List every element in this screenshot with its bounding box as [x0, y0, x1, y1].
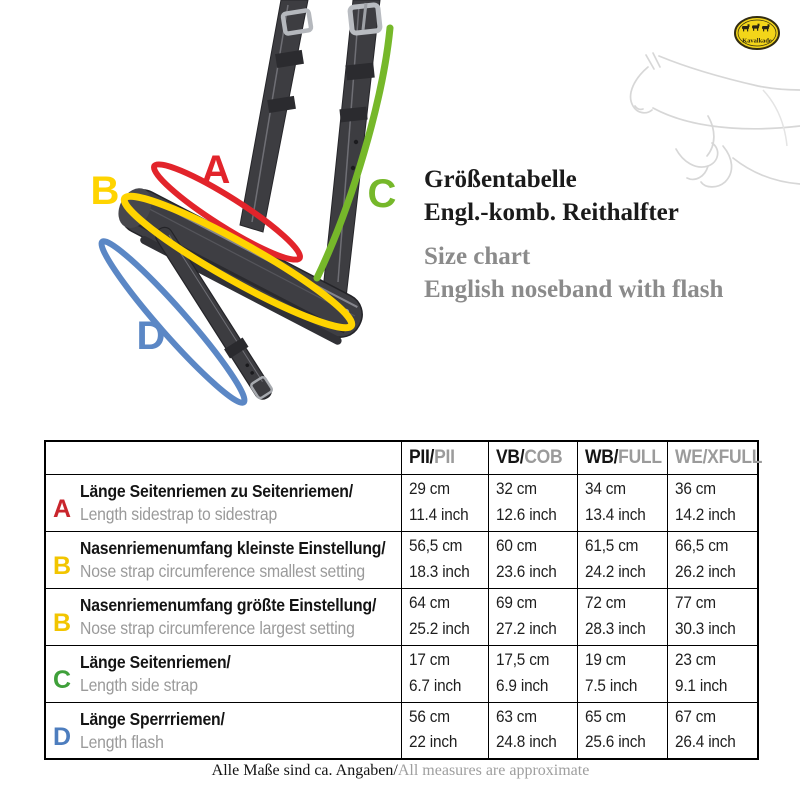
- value-inch: 6.9 inch: [495, 676, 548, 695]
- value-cell: [577, 474, 667, 531]
- header-size-cob: [488, 441, 577, 474]
- value-cm: 64 cm: [408, 593, 450, 612]
- value-inch: 26.2 inch: [674, 562, 736, 581]
- size-primary: VB/: [495, 446, 524, 468]
- photo-label-d: D: [136, 314, 166, 358]
- row-label-de: Länge Seitenriemen/: [80, 652, 231, 673]
- value-cell: [488, 531, 577, 588]
- value-inch: 23.6 inch: [495, 562, 557, 581]
- row-label-text: [80, 480, 353, 525]
- value-inch: 25.2 inch: [408, 619, 470, 638]
- value-cm: 29 cm: [408, 479, 450, 498]
- value-cm: 69 cm: [495, 593, 537, 612]
- value-cell: [667, 474, 758, 531]
- row-letter-badge: A: [53, 495, 72, 523]
- strap-keeper: [345, 63, 374, 81]
- value-cm: 36 cm: [674, 479, 716, 498]
- value-cell: [488, 645, 577, 702]
- disclaimer-de: Alle Maße sind ca. Angaben/: [211, 762, 398, 779]
- value-cm: 77 cm: [674, 593, 716, 612]
- row-label-cell: [45, 531, 401, 588]
- table-row-a: [45, 474, 758, 531]
- value-cm: 61,5 cm: [584, 536, 638, 555]
- value-cell: [488, 474, 577, 531]
- value-cell: [667, 702, 758, 759]
- horse-shoulder: [707, 116, 714, 156]
- kavalkade-logo: [733, 14, 781, 54]
- row-letter-badge: B: [53, 609, 72, 637]
- row-label-en: Nose strap circumference largest setting: [80, 617, 355, 638]
- row-label-de: Nasenriemenumfang größte Einstellung/: [80, 595, 377, 616]
- value-inch: 22 inch: [408, 733, 457, 752]
- value-cell: [577, 645, 667, 702]
- row-label-en: Length side strap: [80, 674, 198, 695]
- row-label-cell: [45, 474, 401, 531]
- value-inch: 30.3 inch: [674, 619, 736, 638]
- value-cell: [488, 588, 577, 645]
- size-primary: PII/: [408, 446, 434, 468]
- value-inch: 13.4 inch: [584, 505, 646, 524]
- value-inch: 9.1 inch: [674, 676, 727, 695]
- value-inch: 24.8 inch: [495, 733, 557, 752]
- strap-hole: [351, 166, 355, 170]
- row-label-cell: [45, 702, 401, 759]
- value-cell: [401, 588, 488, 645]
- size-primary: WB/: [584, 446, 618, 468]
- horse-head: [631, 67, 652, 113]
- table-row-c: [45, 645, 758, 702]
- value-inch: 25.6 inch: [584, 733, 646, 752]
- value-inch: 7.5 inch: [584, 676, 637, 695]
- table-row-b-largest: [45, 588, 758, 645]
- value-cm: 17 cm: [408, 650, 450, 669]
- row-letter-badge: B: [53, 552, 72, 580]
- value-inch: 24.2 inch: [584, 562, 646, 581]
- value-cm: 56 cm: [408, 707, 450, 726]
- value-inch: 11.4 inch: [408, 505, 468, 524]
- header-size-pii: [401, 441, 488, 474]
- value-cm: 65 cm: [584, 707, 626, 726]
- header-row: [45, 441, 758, 474]
- noseband-product-photo: [0, 0, 420, 436]
- value-inch: 27.2 inch: [495, 619, 557, 638]
- value-inch: 12.6 inch: [495, 505, 557, 524]
- value-cell: [667, 588, 758, 645]
- title-en-line2: English noseband with flash: [424, 276, 724, 303]
- row-label-text: [80, 594, 376, 639]
- photo-label-c: C: [367, 172, 397, 216]
- header-size-xfull: [667, 441, 762, 474]
- horse-ear: [653, 53, 660, 67]
- value-cell: [401, 645, 488, 702]
- row-label-en: Length sidestrap to sidestrap: [80, 503, 278, 524]
- row-label-text: [80, 537, 385, 582]
- row-label-cell: [45, 645, 401, 702]
- value-cell: [667, 645, 758, 702]
- row-label-de: Länge Sperrriemen/: [80, 708, 225, 729]
- title-german: [424, 163, 723, 229]
- value-cm: 32 cm: [495, 479, 537, 498]
- value-cell: [401, 531, 488, 588]
- value-cell: [667, 531, 758, 588]
- title-de-line1: Größentabelle: [424, 166, 577, 193]
- size-secondary: PII: [433, 446, 455, 468]
- value-cm: 67 cm: [674, 707, 716, 726]
- header-empty-cell: [45, 441, 401, 474]
- horse-neck-top: [659, 56, 800, 90]
- disclaimer-en: All measures are approximate: [397, 762, 590, 779]
- photo-label-a: A: [201, 148, 231, 192]
- value-cm: 17,5 cm: [495, 650, 549, 669]
- size-secondary: WE/XFULL: [674, 446, 762, 468]
- side-strap-left: [240, 0, 311, 232]
- row-label-de: Länge Seitenriemen zu Seitenriemen/: [80, 481, 353, 502]
- value-cm: 66,5 cm: [674, 536, 728, 555]
- value-inch: 14.2 inch: [674, 505, 736, 524]
- row-label-de: Nasenriemenumfang kleinste Einstellung/: [80, 538, 386, 559]
- value-cm: 34 cm: [584, 479, 626, 498]
- value-cell: [577, 531, 667, 588]
- value-inch: 26.4 inch: [674, 733, 736, 752]
- photo-label-b: B: [90, 169, 120, 213]
- value-cell: [577, 702, 667, 759]
- table-row-d: [45, 702, 758, 759]
- value-inch: 6.7 inch: [408, 676, 461, 695]
- row-label-en: Nose strap circumference smallest setting: [80, 560, 365, 581]
- value-cell: [488, 702, 577, 759]
- horse-barrel-line: [763, 90, 787, 146]
- table-row-b-smallest: [45, 531, 758, 588]
- strap-hole: [354, 140, 358, 144]
- value-cm: 56,5 cm: [408, 536, 462, 555]
- value-cm: 23 cm: [674, 650, 716, 669]
- header-size-full: [577, 441, 667, 474]
- row-label-text: [80, 651, 231, 696]
- value-cm: 63 cm: [495, 707, 537, 726]
- title-en-line1: Size chart: [424, 243, 531, 270]
- value-cell: [577, 588, 667, 645]
- horse-belly: [733, 158, 800, 184]
- row-label-text: [80, 708, 225, 753]
- value-inch: 18.3 inch: [408, 562, 470, 581]
- title-block: [424, 163, 723, 306]
- title-english: [424, 240, 723, 306]
- size-chart-table: [44, 440, 762, 760]
- size-secondary: COB: [523, 446, 562, 468]
- value-cell: [401, 702, 488, 759]
- row-letter-badge: D: [53, 722, 72, 751]
- strap-body: [240, 0, 308, 232]
- value-cm: 19 cm: [584, 650, 626, 669]
- measurement-disclaimer: [44, 762, 757, 780]
- value-inch: 28.3 inch: [584, 619, 646, 638]
- value-cell: [401, 474, 488, 531]
- value-cm: 60 cm: [495, 536, 537, 555]
- logo-wordmark: Kavalkade: [742, 37, 772, 45]
- size-secondary: FULL: [617, 446, 662, 468]
- title-de-line2: Engl.-komb. Reithalfter: [424, 199, 679, 226]
- row-label-cell: [45, 588, 401, 645]
- row-letter-badge: C: [53, 666, 72, 694]
- row-label-en: Length flash: [80, 731, 164, 752]
- value-cm: 72 cm: [584, 593, 626, 612]
